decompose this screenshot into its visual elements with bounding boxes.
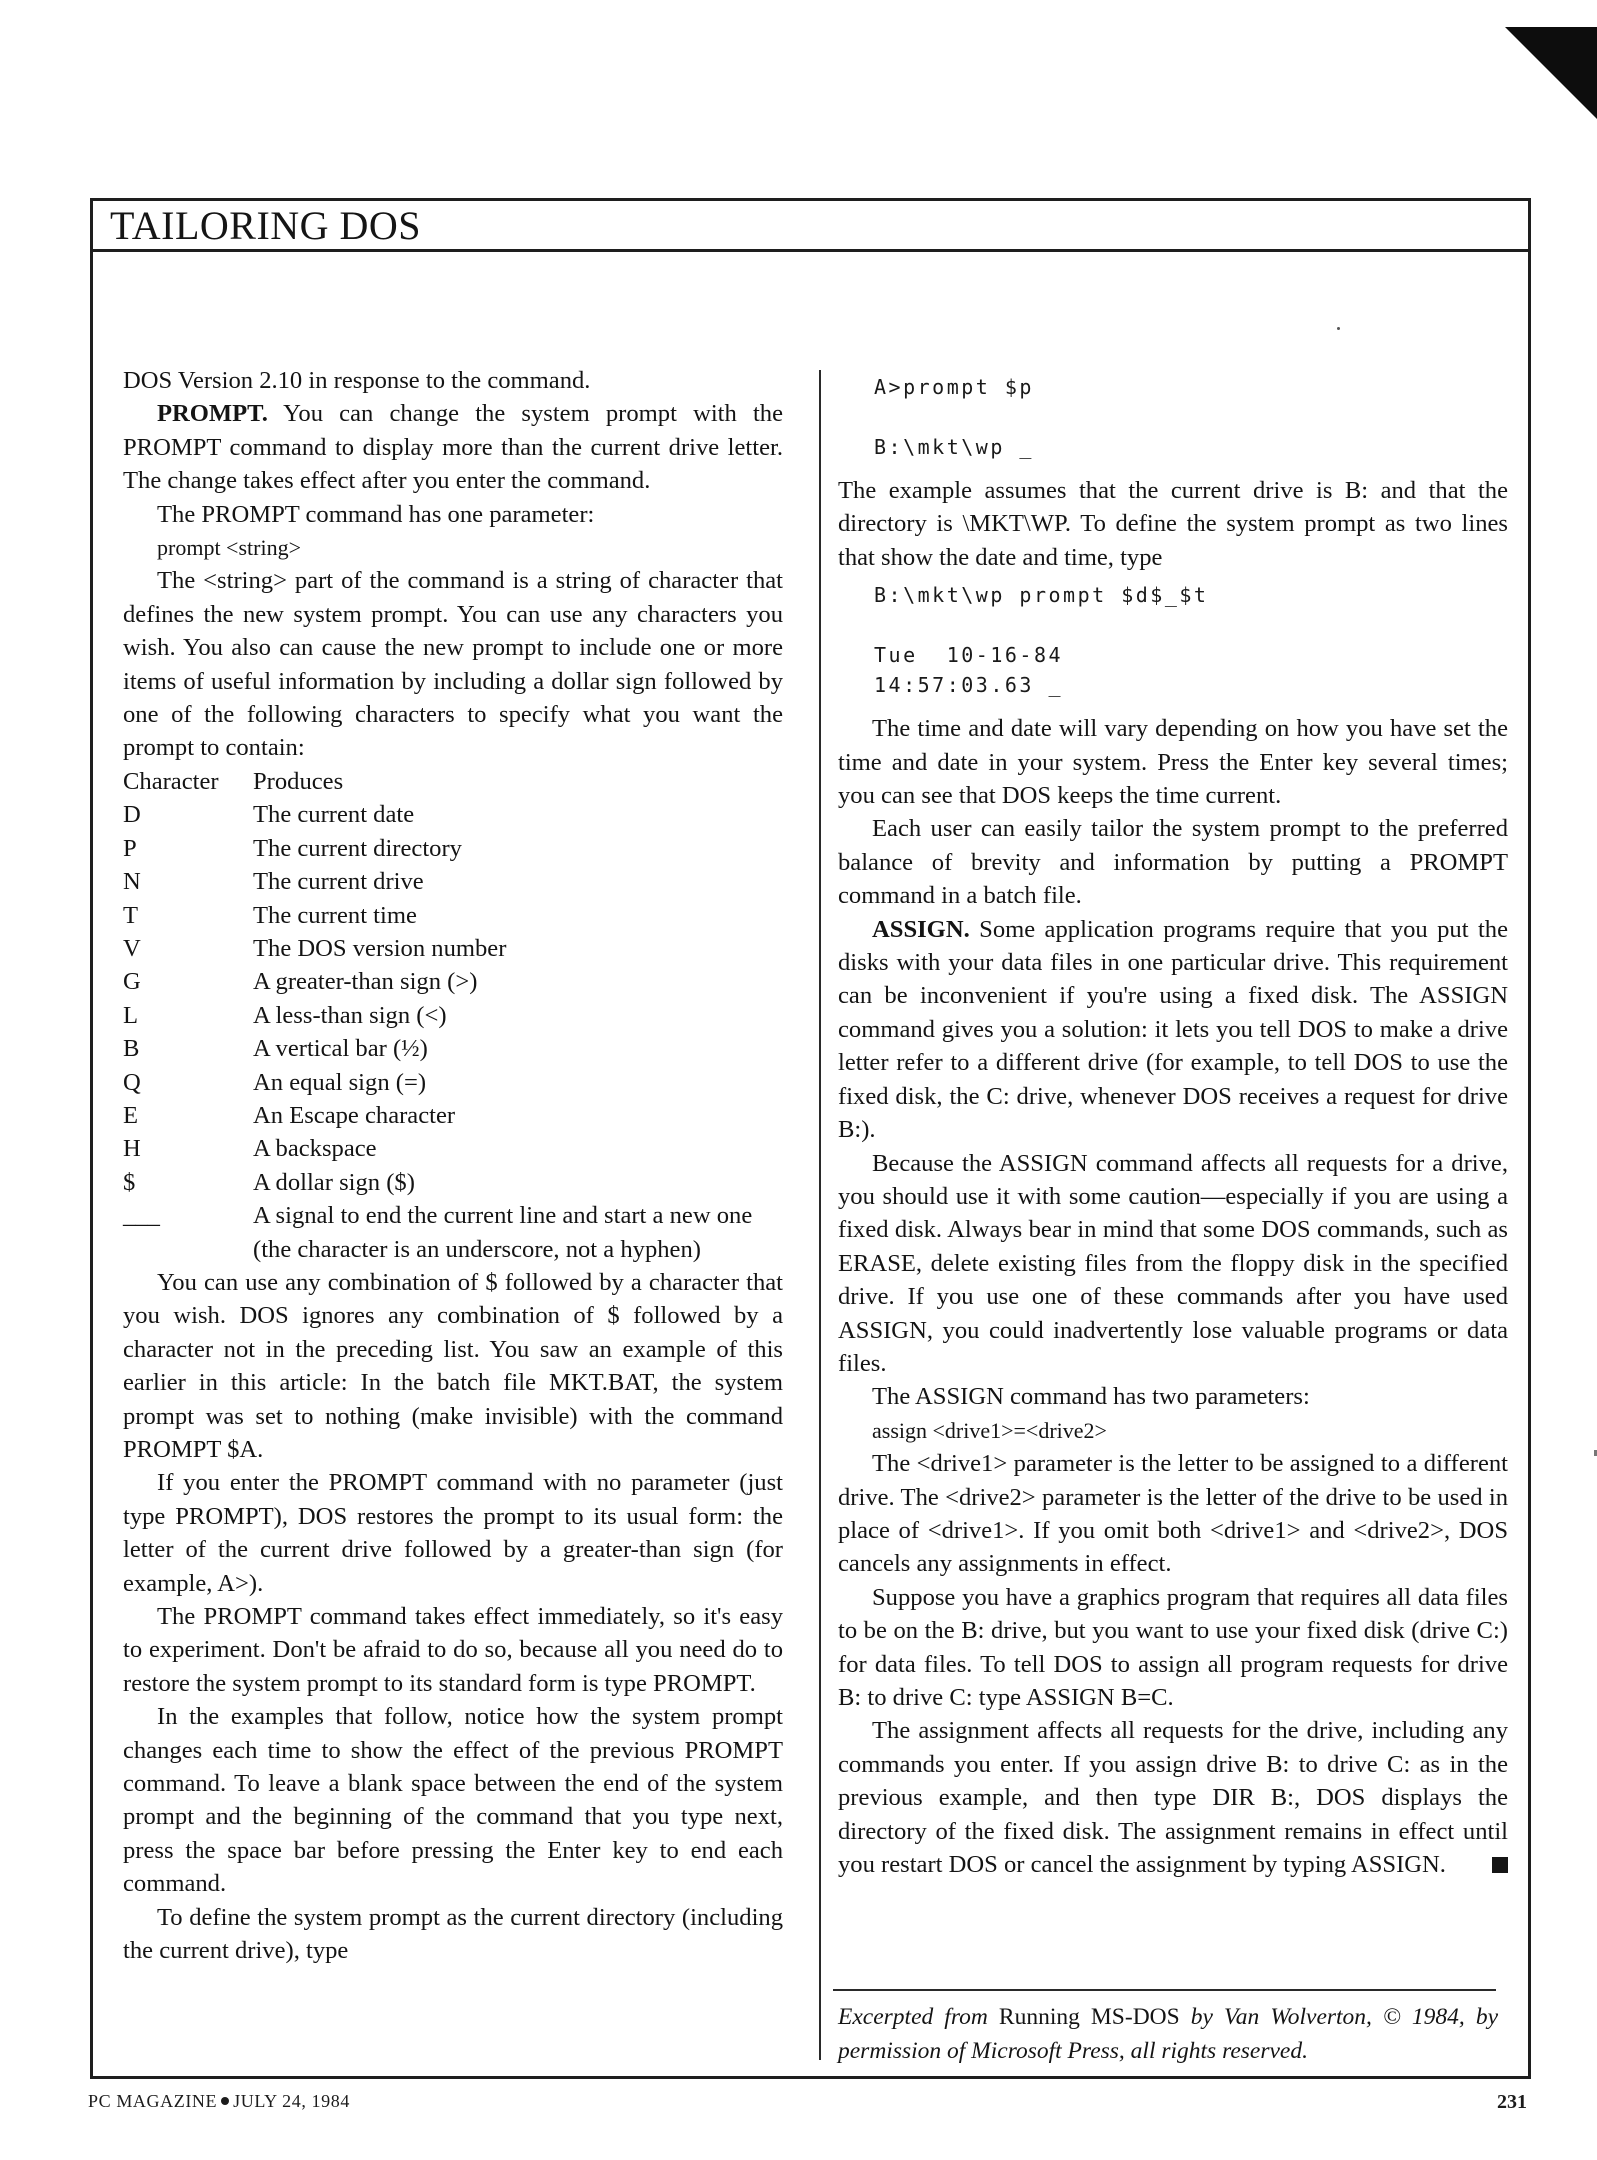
table-cell-produces: A vertical bar (½) <box>253 1035 428 1063</box>
paragraph: The PROMPT command takes effect immediately, so it's easy to experiment. Don't be afraid to do so, because all you need do to restore the system prompt to its standard form is type PROMPT. <box>123 1603 783 1697</box>
table-cell-produces: The current directory <box>253 834 462 862</box>
table-cell-character: P <box>123 834 137 862</box>
paragraph: Suppose you have a graphics program that requires all data files to be on the B: drive, but you want to use your fixed disk (drive C:) for data files. To tell DOS to assign all program requests for drive B: to drive C: type ASSIGN B=C. <box>838 1583 1508 1711</box>
footer-pub-name: PC MAGAZINE <box>88 2091 218 2111</box>
table-cell-character: V <box>123 934 141 962</box>
table-cell-character: G <box>123 968 141 996</box>
paragraph: To define the system prompt as the current directory (including the current drive), type <box>123 1903 783 1965</box>
table-cell-produces: A backspace <box>253 1135 377 1163</box>
table-cell-produces: A less-than sign (<) <box>253 1001 447 1029</box>
heading-assign: ASSIGN. <box>872 915 970 943</box>
paragraph: You can use any combination of $ followed by a character that you wish. DOS ignores any combination of $ followed by a character not in the preceding list. You saw an example of this earlier in this article: In the batch file MKT.BAT, the system prompt was set to nothing (make invisible) with the command PROMPT $A. <box>123 1268 783 1463</box>
table-cell-character: H <box>123 1135 141 1163</box>
paragraph-final <box>838 1714 1508 1881</box>
paragraph: The <string> part of the command is a string of character that defines the new system prompt. You can use any characters you wish. You also can cause the new prompt to include one or more items of useful information by including a dollar sign followed by one of the following characters to specify what you want the prompt to contain: <box>123 567 783 762</box>
paragraph: The PROMPT command has one parameter: <box>157 500 595 528</box>
table-cell-character: T <box>123 901 139 929</box>
table-cell-produces: A greater-than sign (>) <box>253 968 478 996</box>
paragraph: The ASSIGN command has two parameters: <box>872 1383 1310 1411</box>
code-line: Tue 10-16-84 <box>874 643 1064 668</box>
table-cell-produces: An equal sign (=) <box>253 1068 427 1096</box>
paragraph: The example assumes that the current drive is B: and that the directory is \MKT\WP. To define the system prompt as two lines that show the date and time, type <box>838 477 1508 571</box>
bullet-icon <box>221 2097 229 2105</box>
paragraph: The time and date will vary depending on how you have set the time and date in your system. Press the Enter key several times; you can see that DOS keeps the time current. <box>838 715 1508 810</box>
paragraph-text: Some application programs require that you put the disks with your data files in one particular drive. This requirement can be inconvenient if you're using a fixed disk. The ASSIGN command gives you a solution: it lets you tell DOS to make a drive letter refer to a different drive (for example, to tell DOS to use the fixed disk, the C: drive, whenever DOS receives a request for drive B:). <box>838 915 1508 1144</box>
code-line: 14:57:03.63 _ <box>874 673 1064 698</box>
table-cell-produces: An Escape character <box>253 1101 456 1129</box>
command-syntax-prompt: prompt <string> <box>157 535 301 561</box>
paragraph-text: The assignment affects all requests for the drive, including any commands you enter. If you assign drive B: to drive C: as in the previous example, and then type DIR B:, DOS displays the directory of the fixed disk. The assignment remains in effect until you restart DOS or cancel the assignment by typing ASSIGN. <box>838 1717 1508 1879</box>
prompt-character-table <box>123 765 783 1266</box>
print-speck <box>1337 327 1340 330</box>
code-line: A>prompt $p <box>874 375 1034 399</box>
table-cell-produces: The DOS version number <box>253 934 507 962</box>
table-cell-produces: The current date <box>253 801 415 829</box>
code-example-prompt-p <box>874 372 1508 462</box>
table-cell-produces: The current drive <box>253 868 424 896</box>
credit-rule <box>833 1989 1496 1991</box>
code-line: B:\mkt\wp _ <box>874 435 1034 459</box>
table-header-character: Character <box>123 767 219 795</box>
paragraph: In the examples that follow, notice how the system prompt changes each time to show the effect of the previous PROMPT command. To leave a blank space between the end of the system prompt and the beginning of the command that you type next, press the space bar before pressing the Enter key to end each command. <box>123 1703 783 1898</box>
footer-publication <box>88 2091 350 2112</box>
command-syntax-assign: assign <drive1>=<drive2> <box>872 1417 1107 1443</box>
paragraph-text: You can change the system prompt with the PROMPT command to display more than the current drive letter. The change takes effect after you enter the command. <box>123 400 783 495</box>
table-header-produces: Produces <box>253 767 344 795</box>
left-column <box>123 364 783 1968</box>
table-cell-produces: The current time <box>253 901 417 929</box>
table-cell-character: B <box>123 1035 140 1063</box>
table-cell-character: ___ <box>123 1202 160 1230</box>
header-rule <box>90 249 1531 252</box>
table-cell-produces: A signal to end the current line and start a new one (the character is an underscore, not a hyphen) <box>253 1202 753 1263</box>
paragraph-assign-intro <box>838 913 1508 1147</box>
paragraph: Because the ASSIGN command affects all requests for a drive, you should use it with some caution—especially if you are using a fixed disk. Always bear in mind that some DOS commands, such as ERASE, delete existing files from the floppy disk in the specified drive. If you use one of these commands after you have used ASSIGN, you could inadvertently lose valuable programs or data files. <box>838 1149 1508 1377</box>
code-example-prompt-date-time <box>874 580 1508 700</box>
corner-mark <box>1505 27 1597 119</box>
heading-prompt: PROMPT. <box>157 400 268 428</box>
footer-date: JULY 24, 1984 <box>233 2091 350 2111</box>
paragraph: The <drive1> parameter is the letter to be assigned to a different drive. The <drive2> parameter is the letter of the drive to be used in place of <drive1>. If you omit both <drive1> and <drive2>, DOS cancels any assignments in effect. <box>838 1450 1508 1578</box>
table-cell-character: L <box>123 1001 139 1029</box>
credit-prefix: Excerpted from <box>838 2004 988 2030</box>
excerpt-credit <box>838 2000 1498 2068</box>
right-column <box>838 366 1508 1881</box>
column-divider <box>819 370 821 2060</box>
section-title: TAILORING DOS <box>110 203 422 248</box>
page-number: 231 <box>1497 2091 1527 2113</box>
paragraph-prompt-intro <box>123 397 783 497</box>
table-cell-character: N <box>123 868 141 896</box>
code-line: B:\mkt\wp prompt $d$_$t <box>874 583 1209 608</box>
table-cell-produces: A dollar sign ($) <box>253 1168 415 1196</box>
table-cell-character: E <box>123 1101 139 1129</box>
credit-rest: by Van Wolverton, © 1984, by permission of Microsoft Press, all rights reserved. <box>838 2004 1499 2064</box>
paragraph: Each user can easily tailor the system prompt to the preferred balance of brevity and information by putting a PROMPT command in a batch file. <box>838 815 1508 910</box>
end-of-article-mark <box>1492 1857 1508 1873</box>
paragraph: If you enter the PROMPT command with no parameter (just type PROMPT), DOS restores the prompt to its usual form: the letter of the current drive followed by a greater-than sign (for example, A>). <box>123 1469 783 1597</box>
table-cell-character: Q <box>123 1068 141 1096</box>
table-cell-character: $ <box>123 1168 136 1196</box>
table-cell-character: D <box>123 801 141 829</box>
paragraph: DOS Version 2.10 in response to the command. <box>123 367 591 394</box>
credit-book-title: Running MS-DOS <box>998 2004 1180 2030</box>
